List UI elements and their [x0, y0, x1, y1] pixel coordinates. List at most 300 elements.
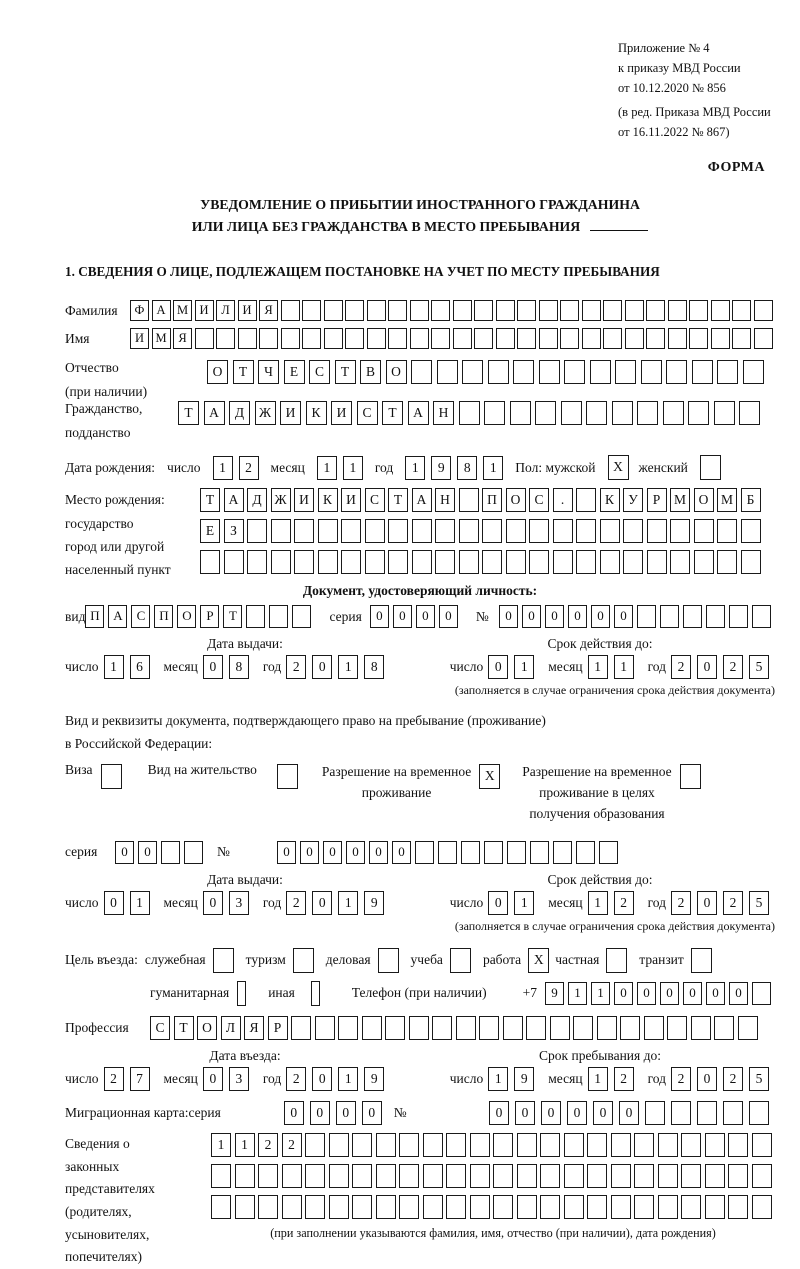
doc-number-boxes[interactable]: [499, 605, 775, 628]
char-box[interactable]: [506, 550, 526, 574]
char-box[interactable]: [705, 1133, 725, 1157]
migration-number-boxes[interactable]: [489, 1101, 775, 1125]
char-box[interactable]: 0: [392, 841, 411, 864]
char-box[interactable]: 1: [514, 655, 534, 679]
char-box[interactable]: [576, 488, 596, 512]
char-box[interactable]: 9: [431, 456, 451, 480]
char-box[interactable]: [752, 605, 771, 628]
char-box[interactable]: [637, 401, 658, 425]
char-box[interactable]: [603, 328, 622, 349]
char-box[interactable]: М: [152, 328, 171, 349]
char-box[interactable]: Т: [200, 488, 220, 512]
char-box[interactable]: [717, 360, 738, 384]
char-box[interactable]: У: [623, 488, 643, 512]
char-box[interactable]: [553, 841, 572, 864]
char-box[interactable]: [411, 360, 432, 384]
char-box[interactable]: [697, 1101, 717, 1125]
permit-valid-day-boxes[interactable]: [488, 891, 540, 915]
char-box[interactable]: [305, 1133, 325, 1157]
char-box[interactable]: Н: [433, 401, 454, 425]
char-box[interactable]: 2: [104, 1067, 124, 1091]
char-box[interactable]: [329, 1164, 349, 1188]
char-box[interactable]: [732, 300, 751, 321]
char-box[interactable]: [324, 328, 343, 349]
char-box[interactable]: [689, 300, 708, 321]
char-box[interactable]: 0: [336, 1101, 356, 1125]
char-box[interactable]: К: [306, 401, 327, 425]
char-box[interactable]: 3: [229, 1067, 249, 1091]
stay-day-boxes[interactable]: [488, 1067, 540, 1091]
char-box[interactable]: [586, 401, 607, 425]
char-box[interactable]: [446, 1133, 466, 1157]
char-box[interactable]: [459, 488, 479, 512]
char-box[interactable]: [646, 328, 665, 349]
char-box[interactable]: [412, 519, 432, 543]
char-box[interactable]: И: [280, 401, 301, 425]
char-box[interactable]: С: [365, 488, 385, 512]
char-box[interactable]: [517, 1133, 537, 1157]
doc-series-boxes[interactable]: [370, 605, 462, 628]
char-box[interactable]: И: [331, 401, 352, 425]
birthplace-boxes-row3[interactable]: [200, 550, 764, 574]
profession-boxes[interactable]: [150, 1016, 761, 1040]
char-box[interactable]: [729, 605, 748, 628]
char-box[interactable]: 2: [286, 891, 306, 915]
char-box[interactable]: [564, 1195, 584, 1219]
char-box[interactable]: [738, 1016, 758, 1040]
char-box[interactable]: [281, 328, 300, 349]
char-box[interactable]: 0: [369, 841, 388, 864]
char-box[interactable]: [315, 1016, 335, 1040]
char-box[interactable]: М: [173, 300, 192, 321]
patronymic-boxes[interactable]: [207, 360, 768, 384]
char-box[interactable]: [510, 401, 531, 425]
checkbox-work[interactable]: X: [528, 948, 549, 973]
char-box[interactable]: [553, 550, 573, 574]
char-box[interactable]: 1: [405, 456, 425, 480]
char-box[interactable]: [259, 328, 278, 349]
char-box[interactable]: [506, 519, 526, 543]
char-box[interactable]: [611, 1164, 631, 1188]
doc-valid-day-boxes[interactable]: [488, 655, 540, 679]
char-box[interactable]: [553, 519, 573, 543]
char-box[interactable]: [493, 1133, 513, 1157]
char-box[interactable]: [258, 1164, 278, 1188]
char-box[interactable]: Д: [229, 401, 250, 425]
char-box[interactable]: 0: [545, 605, 564, 628]
char-box[interactable]: З: [224, 519, 244, 543]
char-box[interactable]: [247, 550, 267, 574]
char-box[interactable]: [388, 328, 407, 349]
char-box[interactable]: О: [207, 360, 228, 384]
doc-issue-year-boxes[interactable]: [286, 655, 390, 679]
checkbox-other[interactable]: [311, 981, 320, 1006]
char-box[interactable]: [415, 841, 434, 864]
char-box[interactable]: [717, 550, 737, 574]
char-box[interactable]: 2: [723, 655, 743, 679]
char-box[interactable]: [644, 1016, 664, 1040]
char-box[interactable]: [728, 1195, 748, 1219]
char-box[interactable]: [597, 1016, 617, 1040]
char-box[interactable]: Н: [435, 488, 455, 512]
char-box[interactable]: [341, 519, 361, 543]
char-box[interactable]: 0: [312, 655, 332, 679]
char-box[interactable]: 0: [619, 1101, 639, 1125]
char-box[interactable]: 0: [697, 891, 717, 915]
char-box[interactable]: [294, 519, 314, 543]
char-box[interactable]: [576, 519, 596, 543]
char-box[interactable]: .: [553, 488, 573, 512]
char-box[interactable]: [623, 550, 643, 574]
char-box[interactable]: [560, 328, 579, 349]
char-box[interactable]: И: [130, 328, 149, 349]
char-box[interactable]: [294, 550, 314, 574]
char-box[interactable]: [365, 519, 385, 543]
char-box[interactable]: [431, 328, 450, 349]
char-box[interactable]: И: [294, 488, 314, 512]
char-box[interactable]: С: [150, 1016, 170, 1040]
checkbox-business[interactable]: [378, 948, 399, 973]
char-box[interactable]: [646, 300, 665, 321]
char-box[interactable]: [692, 360, 713, 384]
char-box[interactable]: [329, 1195, 349, 1219]
char-box[interactable]: Е: [284, 360, 305, 384]
char-box[interactable]: [517, 328, 536, 349]
char-box[interactable]: [507, 841, 526, 864]
char-box[interactable]: [717, 519, 737, 543]
doc-valid-year-boxes[interactable]: [671, 655, 775, 679]
birthplace-boxes-row2[interactable]: [200, 519, 764, 543]
char-box[interactable]: [446, 1164, 466, 1188]
char-box[interactable]: 0: [203, 1067, 223, 1091]
citizenship-boxes[interactable]: [178, 401, 765, 425]
char-box[interactable]: [246, 605, 265, 628]
char-box[interactable]: [741, 519, 761, 543]
checkbox-private[interactable]: [606, 948, 627, 973]
char-box[interactable]: Р: [647, 488, 667, 512]
char-box[interactable]: [587, 1164, 607, 1188]
char-box[interactable]: Д: [247, 488, 267, 512]
char-box[interactable]: 1: [338, 891, 358, 915]
char-box[interactable]: [582, 328, 601, 349]
char-box[interactable]: [728, 1164, 748, 1188]
char-box[interactable]: [561, 401, 582, 425]
char-box[interactable]: 0: [697, 1067, 717, 1091]
char-box[interactable]: 1: [317, 456, 337, 480]
char-box[interactable]: А: [108, 605, 127, 628]
char-box[interactable]: [474, 328, 493, 349]
char-box[interactable]: С: [529, 488, 549, 512]
char-box[interactable]: 1: [514, 891, 534, 915]
char-box[interactable]: [459, 550, 479, 574]
char-box[interactable]: [564, 360, 585, 384]
char-box[interactable]: [526, 1016, 546, 1040]
char-box[interactable]: [462, 360, 483, 384]
char-box[interactable]: 9: [514, 1067, 534, 1091]
char-box[interactable]: [470, 1195, 490, 1219]
char-box[interactable]: 3: [229, 891, 249, 915]
surname-boxes[interactable]: [130, 300, 775, 321]
char-box[interactable]: [560, 300, 579, 321]
char-box[interactable]: П: [482, 488, 502, 512]
char-box[interactable]: [470, 1133, 490, 1157]
char-box[interactable]: [211, 1195, 231, 1219]
char-box[interactable]: [691, 1016, 711, 1040]
char-box[interactable]: [658, 1195, 678, 1219]
char-box[interactable]: 2: [671, 891, 691, 915]
char-box[interactable]: [423, 1133, 443, 1157]
char-box[interactable]: [161, 841, 180, 864]
char-box[interactable]: [493, 1195, 513, 1219]
char-box[interactable]: [645, 1101, 665, 1125]
char-box[interactable]: [388, 300, 407, 321]
char-box[interactable]: [550, 1016, 570, 1040]
char-box[interactable]: 0: [393, 605, 412, 628]
char-box[interactable]: [488, 360, 509, 384]
char-box[interactable]: 9: [545, 982, 564, 1005]
char-box[interactable]: [459, 401, 480, 425]
char-box[interactable]: 0: [362, 1101, 382, 1125]
char-box[interactable]: [666, 360, 687, 384]
char-box[interactable]: 0: [138, 841, 157, 864]
birth-day-boxes[interactable]: [213, 456, 265, 480]
char-box[interactable]: [281, 300, 300, 321]
char-box[interactable]: [496, 328, 515, 349]
doc-type-boxes[interactable]: [85, 605, 315, 628]
char-box[interactable]: И: [238, 300, 257, 321]
char-box[interactable]: Т: [178, 401, 199, 425]
char-box[interactable]: [705, 1164, 725, 1188]
char-box[interactable]: [688, 401, 709, 425]
char-box[interactable]: [352, 1133, 372, 1157]
char-box[interactable]: 0: [637, 982, 656, 1005]
char-box[interactable]: 0: [489, 1101, 509, 1125]
char-box[interactable]: И: [341, 488, 361, 512]
char-box[interactable]: [711, 328, 730, 349]
char-box[interactable]: [582, 300, 601, 321]
char-box[interactable]: [271, 550, 291, 574]
char-box[interactable]: [431, 300, 450, 321]
char-box[interactable]: [681, 1133, 701, 1157]
char-box[interactable]: [749, 1101, 769, 1125]
char-box[interactable]: [711, 300, 730, 321]
checkbox-temp-permit[interactable]: X: [479, 764, 500, 789]
char-box[interactable]: А: [412, 488, 432, 512]
char-box[interactable]: 0: [568, 605, 587, 628]
char-box[interactable]: [324, 300, 343, 321]
char-box[interactable]: [318, 519, 338, 543]
permit-series-boxes[interactable]: [115, 841, 207, 864]
char-box[interactable]: 9: [364, 891, 384, 915]
checkbox-study[interactable]: [450, 948, 471, 973]
char-box[interactable]: [599, 841, 618, 864]
checkbox-female[interactable]: [700, 455, 721, 480]
char-box[interactable]: [247, 519, 267, 543]
char-box[interactable]: [470, 1164, 490, 1188]
char-box[interactable]: [634, 1133, 654, 1157]
char-box[interactable]: 2: [614, 1067, 634, 1091]
char-box[interactable]: 1: [104, 655, 124, 679]
char-box[interactable]: [453, 300, 472, 321]
char-box[interactable]: [291, 1016, 311, 1040]
char-box[interactable]: К: [318, 488, 338, 512]
char-box[interactable]: [482, 550, 502, 574]
char-box[interactable]: [365, 550, 385, 574]
char-box[interactable]: [647, 550, 667, 574]
checkbox-tourism[interactable]: [293, 948, 314, 973]
char-box[interactable]: Т: [223, 605, 242, 628]
representatives-boxes-row1[interactable]: [211, 1133, 775, 1157]
char-box[interactable]: [728, 1133, 748, 1157]
doc-valid-month-boxes[interactable]: [588, 655, 640, 679]
checkbox-male[interactable]: X: [608, 455, 629, 480]
char-box[interactable]: [474, 300, 493, 321]
char-box[interactable]: [752, 982, 771, 1005]
char-box[interactable]: [732, 328, 751, 349]
birthplace-boxes-row1[interactable]: [200, 488, 764, 512]
char-box[interactable]: [714, 1016, 734, 1040]
char-box[interactable]: [482, 519, 502, 543]
char-box[interactable]: [564, 1164, 584, 1188]
char-box[interactable]: 2: [671, 1067, 691, 1091]
entry-year-boxes[interactable]: [286, 1067, 390, 1091]
entry-month-boxes[interactable]: [203, 1067, 255, 1091]
char-box[interactable]: [282, 1164, 302, 1188]
char-box[interactable]: [723, 1101, 743, 1125]
char-box[interactable]: 8: [229, 655, 249, 679]
char-box[interactable]: [611, 1133, 631, 1157]
char-box[interactable]: [493, 1164, 513, 1188]
char-box[interactable]: С: [357, 401, 378, 425]
char-box[interactable]: 0: [203, 655, 223, 679]
char-box[interactable]: [739, 401, 760, 425]
char-box[interactable]: 0: [312, 1067, 332, 1091]
char-box[interactable]: 2: [614, 891, 634, 915]
char-box[interactable]: [694, 519, 714, 543]
char-box[interactable]: [658, 1133, 678, 1157]
char-box[interactable]: 1: [591, 982, 610, 1005]
char-box[interactable]: 1: [130, 891, 150, 915]
char-box[interactable]: [376, 1164, 396, 1188]
char-box[interactable]: [600, 519, 620, 543]
char-box[interactable]: 0: [697, 655, 717, 679]
entry-day-boxes[interactable]: [104, 1067, 156, 1091]
char-box[interactable]: О: [386, 360, 407, 384]
permit-number-boxes[interactable]: [277, 841, 622, 864]
char-box[interactable]: [410, 328, 429, 349]
char-box[interactable]: [689, 328, 708, 349]
char-box[interactable]: 2: [239, 456, 259, 480]
char-box[interactable]: [195, 328, 214, 349]
char-box[interactable]: [362, 1016, 382, 1040]
char-box[interactable]: [456, 1016, 476, 1040]
char-box[interactable]: [530, 841, 549, 864]
char-box[interactable]: [663, 401, 684, 425]
char-box[interactable]: [529, 550, 549, 574]
char-box[interactable]: [484, 401, 505, 425]
char-box[interactable]: 0: [522, 605, 541, 628]
char-box[interactable]: [540, 1195, 560, 1219]
char-box[interactable]: [634, 1195, 654, 1219]
char-box[interactable]: 0: [310, 1101, 330, 1125]
char-box[interactable]: [282, 1195, 302, 1219]
char-box[interactable]: 0: [541, 1101, 561, 1125]
char-box[interactable]: [587, 1195, 607, 1219]
char-box[interactable]: [714, 401, 735, 425]
char-box[interactable]: [576, 841, 595, 864]
char-box[interactable]: [741, 550, 761, 574]
birth-year-boxes[interactable]: [405, 456, 509, 480]
char-box[interactable]: [352, 1195, 372, 1219]
char-box[interactable]: О: [197, 1016, 217, 1040]
char-box[interactable]: 0: [488, 891, 508, 915]
char-box[interactable]: [388, 550, 408, 574]
char-box[interactable]: [540, 1164, 560, 1188]
char-box[interactable]: [423, 1164, 443, 1188]
char-box[interactable]: [705, 1195, 725, 1219]
char-box[interactable]: 0: [567, 1101, 587, 1125]
char-box[interactable]: [600, 550, 620, 574]
char-box[interactable]: [752, 1133, 772, 1157]
char-box[interactable]: 0: [370, 605, 389, 628]
char-box[interactable]: [573, 1016, 593, 1040]
char-box[interactable]: [446, 1195, 466, 1219]
char-box[interactable]: [694, 550, 714, 574]
char-box[interactable]: [437, 360, 458, 384]
char-box[interactable]: 6: [130, 655, 150, 679]
char-box[interactable]: Т: [233, 360, 254, 384]
char-box[interactable]: [576, 550, 596, 574]
representatives-boxes-row3[interactable]: [211, 1195, 775, 1219]
migration-series-boxes[interactable]: [284, 1101, 388, 1125]
char-box[interactable]: Е: [200, 519, 220, 543]
char-box[interactable]: [399, 1133, 419, 1157]
name-boxes[interactable]: [130, 328, 775, 349]
char-box[interactable]: 1: [211, 1133, 231, 1157]
char-box[interactable]: [479, 1016, 499, 1040]
char-box[interactable]: 2: [286, 655, 306, 679]
char-box[interactable]: 7: [130, 1067, 150, 1091]
char-box[interactable]: [752, 1195, 772, 1219]
char-box[interactable]: [517, 1195, 537, 1219]
char-box[interactable]: [409, 1016, 429, 1040]
char-box[interactable]: [503, 1016, 523, 1040]
permit-issue-year-boxes[interactable]: [286, 891, 390, 915]
char-box[interactable]: П: [154, 605, 173, 628]
char-box[interactable]: 0: [300, 841, 319, 864]
char-box[interactable]: [318, 550, 338, 574]
char-box[interactable]: А: [408, 401, 429, 425]
char-box[interactable]: 5: [749, 1067, 769, 1091]
char-box[interactable]: 0: [515, 1101, 535, 1125]
char-box[interactable]: [587, 1133, 607, 1157]
char-box[interactable]: [305, 1195, 325, 1219]
char-box[interactable]: [706, 605, 725, 628]
char-box[interactable]: [540, 1133, 560, 1157]
char-box[interactable]: 0: [416, 605, 435, 628]
char-box[interactable]: Т: [174, 1016, 194, 1040]
char-box[interactable]: А: [152, 300, 171, 321]
char-box[interactable]: 0: [115, 841, 134, 864]
char-box[interactable]: [345, 328, 364, 349]
permit-issue-day-boxes[interactable]: [104, 891, 156, 915]
char-box[interactable]: 2: [286, 1067, 306, 1091]
char-box[interactable]: [305, 1164, 325, 1188]
char-box[interactable]: [637, 605, 656, 628]
char-box[interactable]: 8: [364, 655, 384, 679]
doc-issue-day-boxes[interactable]: [104, 655, 156, 679]
char-box[interactable]: 8: [457, 456, 477, 480]
